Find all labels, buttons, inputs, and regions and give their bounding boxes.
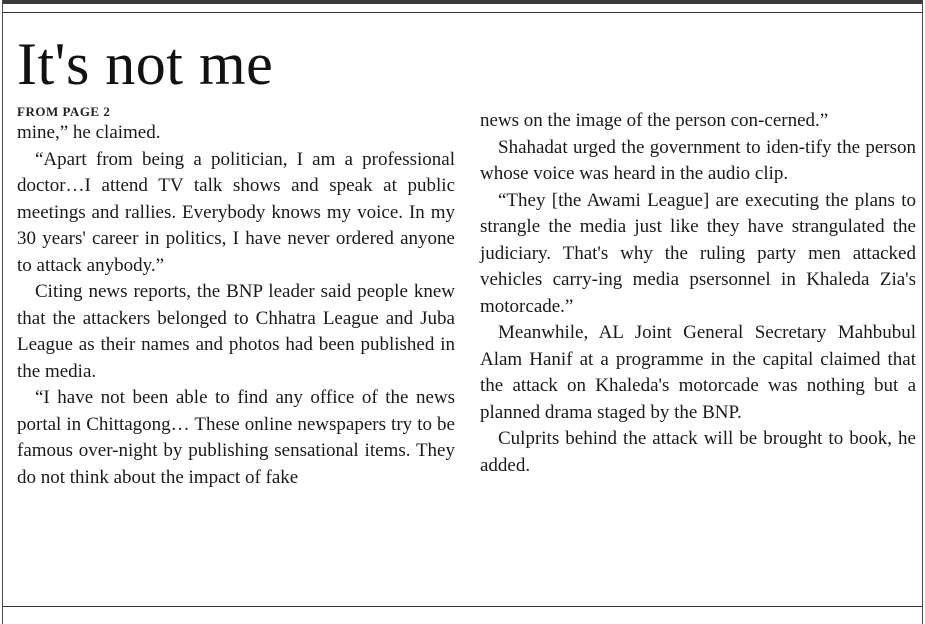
right-column <box>480 108 916 479</box>
paragraph: “I have not been able to find any office of the news portal in Chittagong… These online newspapers try to be famous over-night by publishing sensational items. They do not think about the impact of fake <box>17 387 455 488</box>
paragraph: Citing news reports, the BNP leader said people knew that the attackers belonged to Chhatra League and Juba League as their names and photos had been published in the media. <box>17 281 455 382</box>
paragraph: “They [the Awami League] are executing the plans to strangle the media just like they have strangulated the judiciary. That's why the ruling party men attacked vehicles carry-ing media psersonnel in Khaleda Zia's motorcade.” <box>480 189 916 317</box>
kicker-from-page: FROM PAGE 2 <box>17 104 111 119</box>
paragraph: mine,” he claimed. <box>17 122 161 143</box>
left-column <box>17 104 455 491</box>
paragraph: Shahadat urged the government to iden-tify the person whose voice was heard in the audio clip. <box>480 136 916 184</box>
paragraph: Meanwhile, AL Joint General Secretary Mahbubul Alam Hanif at a programme in the capital claimed that the attack on Khaleda's motorcade was nothing but a planned drama staged by the BNP. <box>480 322 916 423</box>
top-strip <box>3 0 922 4</box>
headline: It's not me <box>17 31 274 97</box>
top-rule <box>3 12 922 13</box>
paragraph: Culprits behind the attack will be brought to book, he added. <box>480 428 916 476</box>
bottom-rule <box>3 606 922 607</box>
newspaper-clipping <box>2 0 923 624</box>
paragraph: news on the image of the person con-cerned.” <box>480 110 829 131</box>
paragraph: “Apart from being a politician, I am a professional doctor…I attend TV talk shows and speak at public meetings and rallies. Everybody knows my voice. In my 30 years' career in politics, I have never ordered anyone to attack anybody.” <box>17 148 455 276</box>
